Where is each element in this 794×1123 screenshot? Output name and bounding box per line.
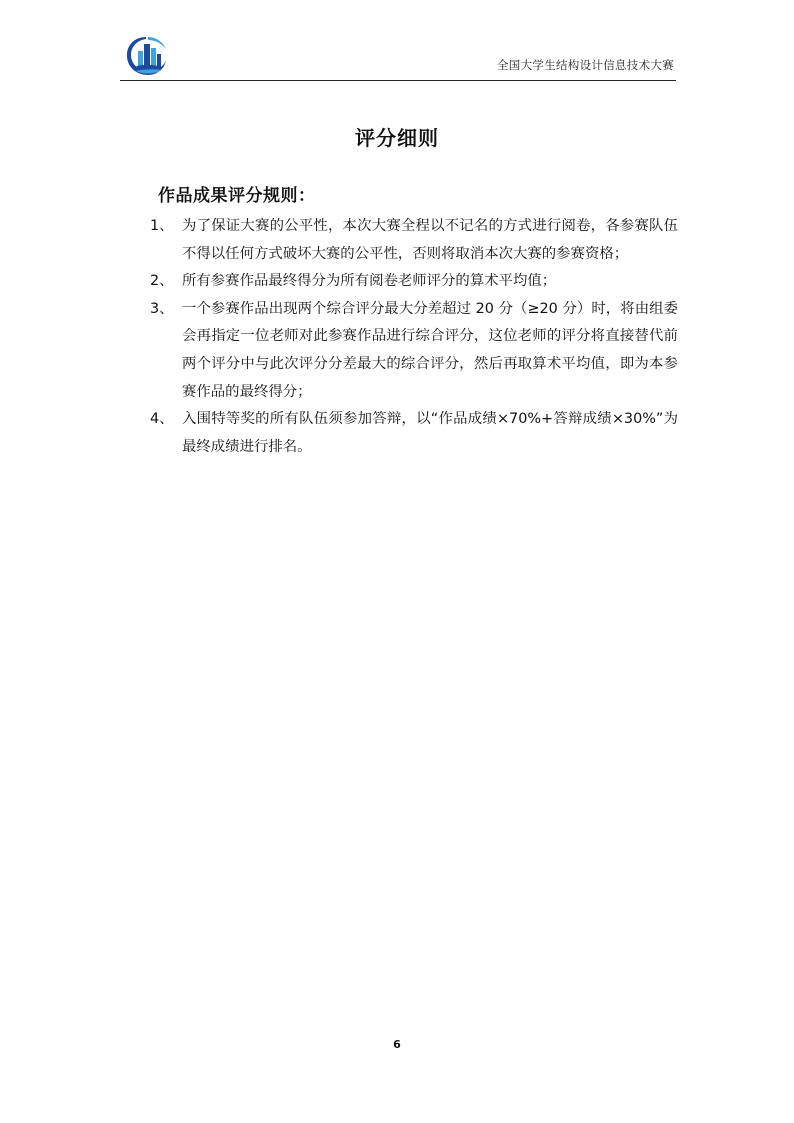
- rule-text: 所有参赛作品最终得分为所有阅卷老师评分的算术平均值；: [182, 273, 557, 290]
- scoring-rules-list: [150, 213, 678, 461]
- rule-text: 入围特等奖的所有队伍须参加答辩，以“作品成绩×70%+答辩成绩×30%”为最终成绩进行排名。: [182, 411, 678, 455]
- rule-item-2: [150, 268, 678, 296]
- rule-number: 3、: [150, 300, 174, 317]
- rule-number: 4、: [150, 411, 174, 428]
- page-title: 评分细则: [355, 126, 439, 150]
- page-number: 6: [393, 1038, 401, 1051]
- rule-item-1: [150, 213, 678, 268]
- competition-logo-icon: [124, 34, 170, 78]
- rule-text: 一个参赛作品出现两个综合评分最大分差超过 20 分（≥20 分）时，将由组委会再指定一位老师对此参赛作品进行综合评分，这位老师的评分将直接替代前两个评分中与此次评分分差最大的综合评分，然后再取算术平均值，即为本参赛作品的最终得分；: [182, 300, 678, 400]
- page-header: [120, 28, 676, 81]
- rule-number: 2、: [150, 273, 174, 290]
- rule-item-4: [150, 406, 678, 461]
- rule-item-3: [150, 296, 678, 406]
- rule-number: 1、: [150, 218, 174, 234]
- rule-text: 为了保证大赛的公平性，本次大赛全程以不记名的方式进行阅卷，各参赛队伍不得以任何方式破坏大赛的公平性，否则将取消本次大赛的参赛资格；: [182, 218, 678, 262]
- section-heading: 作品成果评分规则：: [158, 186, 316, 206]
- header-competition-name: 全国大学生结构设计信息技术大赛: [497, 58, 674, 72]
